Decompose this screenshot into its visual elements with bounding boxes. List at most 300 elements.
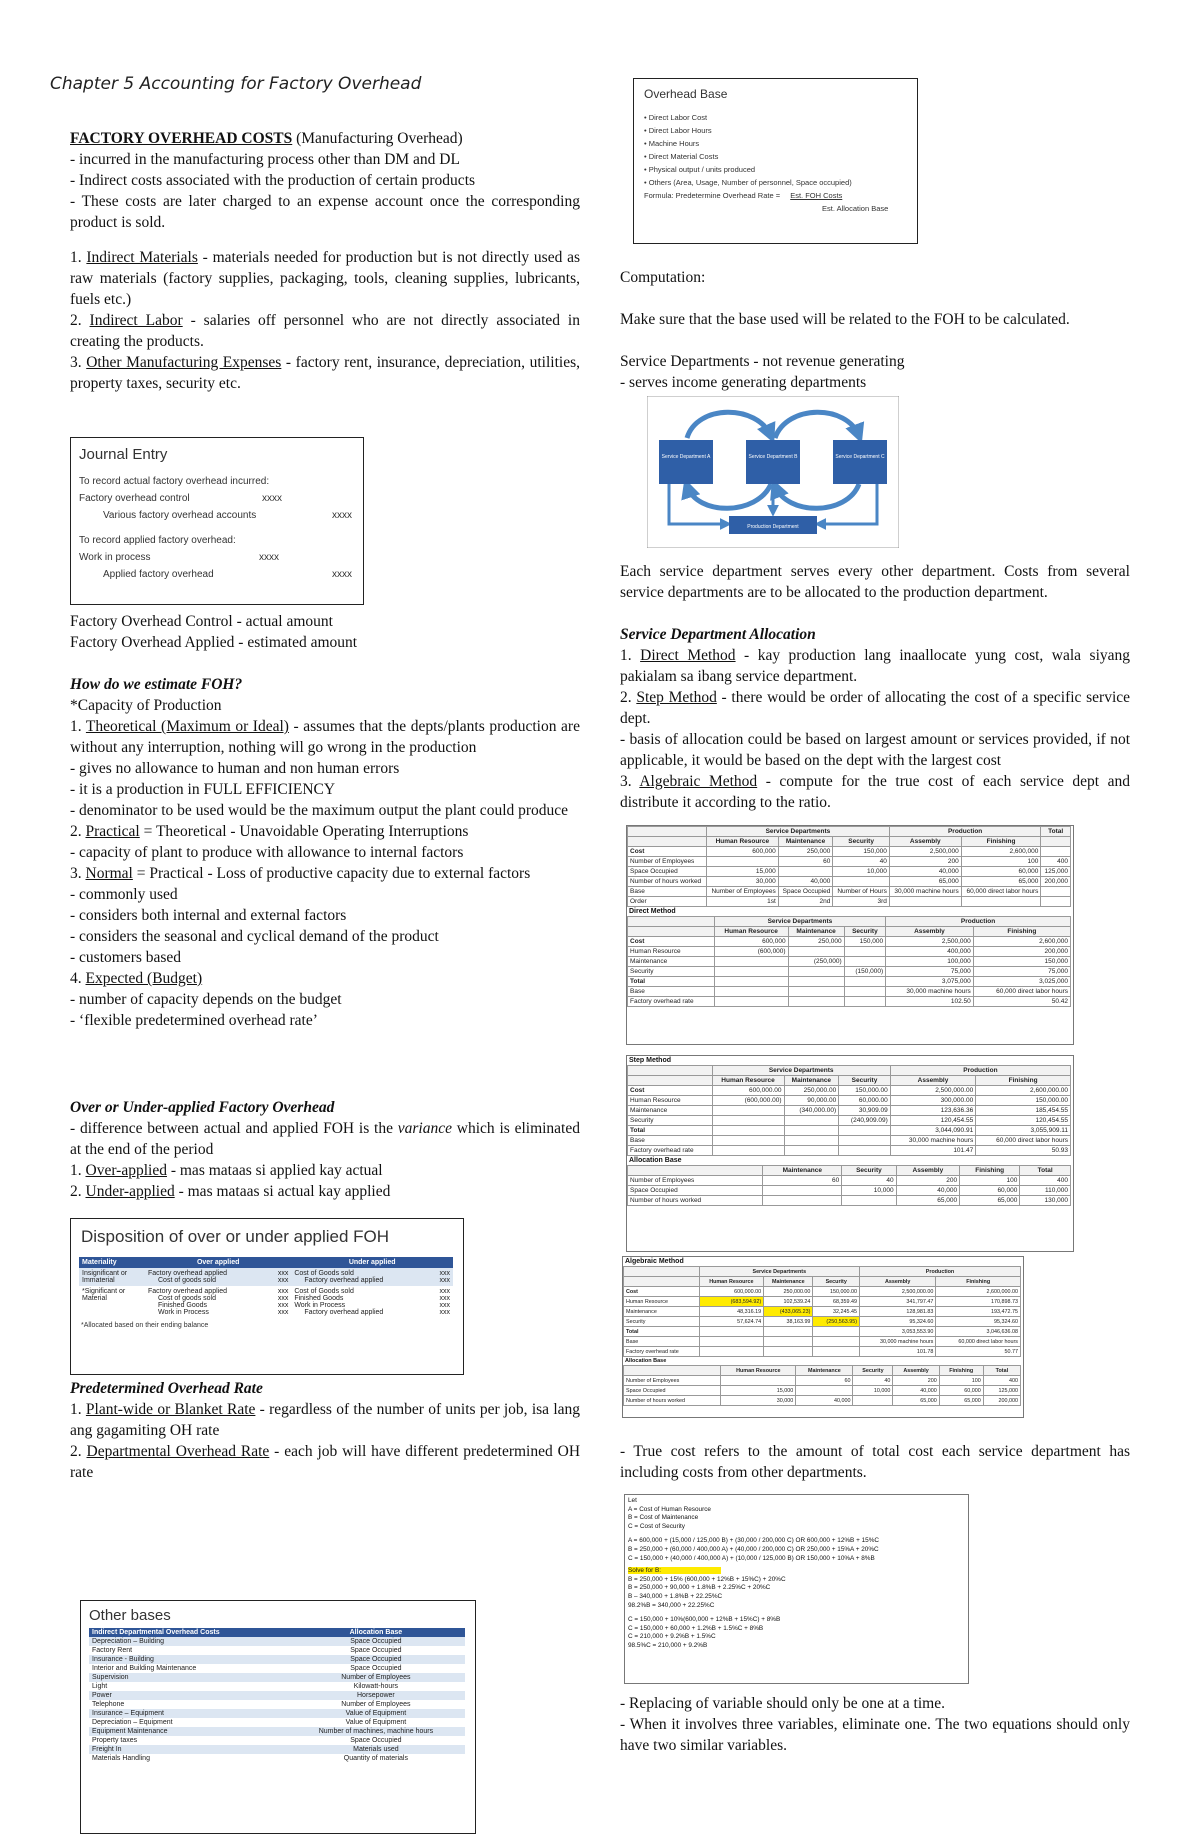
table-cell — [699, 1337, 764, 1347]
allocation-data-table — [627, 826, 1071, 907]
group-header: Service Departments — [714, 917, 885, 927]
spreadsheet-direct-method — [626, 825, 1074, 1045]
equation-line: A = Cost of Human Resource — [628, 1505, 711, 1513]
table-cell: Cost — [628, 937, 715, 947]
table-cell: 60,000.00 — [839, 1096, 891, 1106]
table-cell: 110,000 — [1020, 1186, 1071, 1196]
production-node-label: Production Department — [747, 524, 799, 530]
algebraic-alloc-title: Allocation Base — [625, 1358, 667, 1364]
disposition-footnote: *Allocated based on their ending balance — [81, 1322, 209, 1329]
blank-cell — [624, 1267, 700, 1277]
table-cell: 170,898.73 — [936, 1297, 1021, 1307]
column-header: Assembly — [890, 1076, 975, 1086]
overhead-base-item-label: Direct Material Costs — [648, 152, 719, 161]
table-cell — [714, 967, 788, 977]
table-cell: Base — [624, 1337, 700, 1347]
table-cell: 50.42 — [973, 997, 1070, 1007]
table-row — [624, 1287, 1021, 1297]
table-cell: 40 — [833, 857, 889, 867]
capacity-line: - it is a production in FULL EFFICIENCY — [70, 781, 336, 798]
table-row — [624, 1327, 1021, 1337]
table-cell — [712, 1146, 784, 1156]
table-row — [628, 847, 1071, 857]
table-cell — [844, 977, 885, 987]
capacity-line: - considers both internal and external factors — [70, 907, 347, 924]
table-cell: Human Resource — [628, 1096, 713, 1106]
table-cell: 95,324.60 — [936, 1317, 1021, 1327]
table-cell: 65,000 — [961, 877, 1041, 887]
table-cell — [813, 1327, 860, 1337]
table-cell: 65,000 — [889, 877, 961, 887]
table-row — [89, 1691, 465, 1700]
journal-actual-caption: To record actual factory overhead incurred: — [79, 476, 270, 487]
table-cell: 200,000 — [973, 947, 1070, 957]
table-cell: 3,055,909.11 — [976, 1126, 1071, 1136]
base-cell: Kilowatt-hours — [353, 1683, 399, 1690]
table-cell: 15,000 — [721, 1386, 796, 1396]
table-cell — [784, 1146, 839, 1156]
service-node-a — [659, 440, 713, 484]
table-row — [628, 987, 1071, 997]
table-cell: 60,000 — [961, 867, 1041, 877]
column-header: Maintenance — [778, 837, 833, 847]
table-cell: 3,053,553.90 — [860, 1327, 936, 1337]
header-row — [628, 917, 1071, 927]
table-row — [89, 1709, 465, 1718]
table-cell: Maintenance — [628, 1106, 713, 1116]
table-cell: 150,000 — [973, 957, 1070, 967]
disposition-box — [70, 1218, 464, 1375]
table-cell: 10,000 — [833, 867, 889, 877]
service-department-diagram — [647, 396, 899, 548]
base-cell: Number of Employees — [341, 1674, 411, 1681]
table-cell: (340,000.00) — [784, 1106, 839, 1116]
table-cell: Base — [628, 887, 707, 897]
table-cell: (600,000) — [714, 947, 788, 957]
table-cell: 90,000.00 — [784, 1096, 839, 1106]
column-header: Finishing — [939, 1366, 983, 1376]
table-cell — [839, 1136, 891, 1146]
solve-highlight: Solve for B: — [628, 1567, 721, 1574]
table-row — [624, 1337, 1021, 1347]
table-cell: Security — [624, 1317, 700, 1327]
cost-cell: Materials Handling — [92, 1755, 150, 1762]
service-node-c-label: Service Department C — [835, 454, 885, 460]
table-cell: 3,025,000 — [973, 977, 1070, 987]
journal-credit: Various factory overhead accounts — [103, 510, 257, 521]
total-header: Total — [1041, 827, 1071, 837]
equation-line: A = 600,000 + (15,000 / 125,000 B) + (30,000 / 200,000 C) OR 600,000 + 12%B + 15%C — [628, 1537, 880, 1545]
table-cell: 40,000 — [796, 1396, 853, 1406]
foh-item-1: 1. Indirect Materials - materials needed for production but is not directly used as raw materials (factory supplies, packaging, tools, cleaning supplies, lubricants, fuels etc.) — [70, 249, 580, 308]
table-row — [89, 1745, 465, 1754]
overhead-base-item: • Direct Material Costs — [644, 152, 719, 161]
rate-plantwide: 1. Plant-wide or Blanket Rate - regardless of the number of units per job, isa lang ang gagamiting OH rate — [70, 1401, 581, 1439]
column-header: Maintenance — [784, 1076, 839, 1086]
amount: xxxx — [262, 493, 282, 504]
column-header — [628, 1166, 763, 1176]
table-row — [628, 1116, 1071, 1126]
group-header: Production — [886, 917, 1071, 927]
table-cell — [764, 1347, 813, 1357]
table-cell: 101.78 — [860, 1347, 936, 1357]
column-header: Total — [983, 1366, 1020, 1376]
table-cell: 200 — [893, 1376, 939, 1386]
step-method-table — [627, 1065, 1071, 1156]
table-cell: 60 — [763, 1176, 842, 1186]
allocation-step: 2. Step Method - there would be order of allocating the cost of a specific service dept. — [620, 689, 1131, 727]
overhead-base-item-label: Physical output / units produced — [648, 165, 756, 174]
table-cell: Maintenance — [628, 957, 715, 967]
base-cell: Space Occupied — [350, 1737, 402, 1744]
journal-debit: Work in process — [79, 552, 151, 563]
table-cell: 60,000 — [960, 1186, 1020, 1196]
service-dept-text: Service Departments - not revenue generating — [620, 353, 905, 370]
table-cell — [764, 1327, 813, 1337]
amount: xxxx — [332, 510, 352, 521]
group-header: Production — [860, 1267, 1021, 1277]
table-cell — [784, 1126, 839, 1136]
amount: xxxx — [332, 569, 352, 580]
journal-applied-caption: To record applied factory overhead: — [79, 535, 236, 546]
capacity-line: - considers the seasonal and cyclical demand of the product — [70, 928, 439, 945]
column-header — [628, 837, 707, 847]
group-header: Service Departments — [706, 827, 889, 837]
column-header — [624, 1366, 721, 1376]
table-cell: 48,316.19 — [699, 1307, 764, 1317]
column-header: Maintenance — [796, 1366, 853, 1376]
table-cell: 2,500,000.00 — [860, 1287, 936, 1297]
journal-credit: Applied factory overhead — [103, 569, 214, 580]
table-cell — [714, 987, 788, 997]
closing-section — [620, 1693, 1130, 1756]
variance-intro: - difference between actual and applied FOH is the variance which is eliminated at the end of the period — [70, 1120, 580, 1158]
blank-cell — [628, 1066, 713, 1076]
each-service-section — [620, 561, 1130, 603]
table-cell: 40,000 — [893, 1386, 939, 1396]
table-cell — [784, 1136, 839, 1146]
table-cell — [813, 1347, 860, 1357]
table-cell: Total — [624, 1327, 700, 1337]
column-header: Maintenance — [764, 1277, 813, 1287]
journal-title: Journal Entry — [79, 446, 168, 463]
header-row — [628, 827, 1071, 837]
rate-departmental: 2. Departmental Overhead Rate - each job will have different predetermined OH rate — [70, 1443, 581, 1481]
equation-line: B = 250,000 + 90,000 + 1.8%B + 2.25%C + 20%C — [628, 1584, 771, 1592]
table-cell: 200,000 — [983, 1396, 1020, 1406]
table-cell: Total — [628, 1126, 713, 1136]
table-cell: 30,000 machine hours — [889, 887, 961, 897]
base-cell: Space Occupied — [350, 1665, 402, 1672]
table-cell: 3,075,000 — [886, 977, 974, 987]
table-cell: Space Occupied — [624, 1386, 721, 1396]
table-cell: 100 — [939, 1376, 983, 1386]
overhead-base-item: • Direct Labor Hours — [644, 126, 712, 135]
table-row — [624, 1307, 1021, 1317]
table-cell: (683,594.92) — [699, 1297, 764, 1307]
table-row — [628, 1186, 1071, 1196]
table-cell: Security — [628, 1116, 713, 1126]
table-cell: 10,000 — [842, 1186, 896, 1196]
table-cell: (240,909.09) — [839, 1116, 891, 1126]
equation-line: C = 150,000 + 10%(600,000 + 12%B + 15%C) + 8%B — [628, 1616, 781, 1624]
table-cell — [842, 1196, 896, 1206]
table-cell: 50.77 — [936, 1347, 1021, 1357]
table-cell: (150,000) — [844, 967, 885, 977]
table-cell: Number of Employees — [628, 1176, 763, 1186]
base-cell: Value of Equipment — [345, 1719, 407, 1726]
table-cell — [778, 867, 833, 877]
table-cell — [714, 997, 788, 1007]
table-cell — [721, 1376, 796, 1386]
computation-section — [620, 267, 1130, 393]
table-cell: 3,046,636.08 — [936, 1327, 1021, 1337]
table-cell: 57,624.74 — [699, 1317, 764, 1327]
table-cell: 30,000 machine hours — [860, 1337, 936, 1347]
table-cell: Space Occupied — [778, 887, 833, 897]
header-row — [624, 1277, 1021, 1287]
foh-line: - These costs are later charged to an expense account once the corresponding product is sold. — [70, 193, 580, 231]
column-header: Finishing — [973, 927, 1070, 937]
table-cell: Cost — [624, 1287, 700, 1297]
service-dept-text: - serves income generating departments — [620, 374, 867, 391]
foh-notes — [70, 611, 580, 653]
formula-numerator: Est. FOH Costs — [790, 191, 843, 200]
table-row — [89, 1682, 465, 1691]
table-cell: 65,000 — [960, 1196, 1020, 1206]
header-row — [624, 1366, 1021, 1376]
table-cell: 65,000 — [896, 1196, 959, 1206]
table-cell: 600,000.00 — [699, 1287, 764, 1297]
table-cell: 32,245.45 — [813, 1307, 860, 1317]
estimate-subheading: *Capacity of Production — [70, 697, 222, 714]
table-cell: 75,000 — [973, 967, 1070, 977]
table-row — [628, 857, 1071, 867]
spreadsheet-step-method — [626, 1055, 1074, 1252]
table-cell: 2nd — [778, 897, 833, 907]
header-row — [628, 1076, 1071, 1086]
base-cell: Value of Equipment — [345, 1710, 407, 1717]
table-cell — [839, 1126, 891, 1136]
table-row — [628, 947, 1071, 957]
algebra-let: Let — [628, 1497, 637, 1504]
table-cell: 95,324.60 — [860, 1317, 936, 1327]
table-cell: Number of hours worked — [628, 877, 707, 887]
header-row — [628, 1166, 1071, 1176]
table-row — [628, 997, 1071, 1007]
table-cell — [712, 1106, 784, 1116]
table-cell — [844, 987, 885, 997]
table-cell: 185,454.55 — [976, 1106, 1071, 1116]
blank-cell — [628, 917, 715, 927]
table-cell — [844, 957, 885, 967]
table-cell: 250,000 — [788, 937, 844, 947]
table-cell: 10,000 — [853, 1386, 893, 1396]
table-cell: (250,000) — [788, 957, 844, 967]
journal-entry-box — [70, 437, 364, 605]
table-cell: 38,163.99 — [764, 1317, 813, 1327]
table-cell: 2,500,000 — [889, 847, 961, 857]
table-cell: Base — [628, 1136, 713, 1146]
table-cell — [813, 1337, 860, 1347]
column-header: Maintenance — [763, 1166, 842, 1176]
table-cell: Number of Employees — [628, 857, 707, 867]
direct-method-title: Direct Method — [629, 908, 676, 915]
table-row — [628, 1176, 1071, 1186]
table-row — [628, 887, 1071, 897]
table-cell — [844, 997, 885, 1007]
capacity-line: - commonly used — [70, 886, 178, 903]
rate-heading: Predetermined Overhead Rate — [70, 1380, 263, 1397]
column-header: Security — [833, 837, 889, 847]
table-cell — [889, 897, 961, 907]
table-cell — [833, 877, 889, 887]
service-node-c — [833, 440, 887, 484]
table-cell: 30,909.09 — [839, 1106, 891, 1116]
table-row — [624, 1297, 1021, 1307]
chapter-title: Chapter 5 Accounting for Factory Overhead — [50, 74, 422, 94]
table-cell: 250,000 — [778, 847, 833, 857]
other-bases-table: Indirect Departmental Overhead Costs Allocation Base Depreciation – Building Space Occupied Factory Rent Space Occupied Insurance - Building Space Occupied Interior and Building Maintenance Space Occupied Supervision Number of Employees Light Kilowatt-hours Power Horsepower Telephone Number of Employees Insurance – Equipment Value of Equipment Depreciation – Equipment Value of Equipment Equipment Maintenance Number of machines, machine hours Property taxes Space Occupied Freight In Materials used Materials Handling Quantity of materials — [89, 1628, 465, 1763]
table-cell — [699, 1327, 764, 1337]
column-header — [628, 1076, 713, 1086]
column-header: Assembly — [893, 1366, 939, 1376]
cost-cell: Depreciation – Equipment — [92, 1719, 173, 1726]
table-cell: 40,000 — [896, 1186, 959, 1196]
column-header: Human Resource — [699, 1277, 764, 1287]
allocation-algebraic: 3. Algebraic Method - compute for the true cost of each service dept and distribute it according to the ratio. — [620, 773, 1130, 811]
table-cell: 2,600,000 — [973, 937, 1070, 947]
variance-heading: Over or Under-applied Factory Overhead — [70, 1099, 335, 1116]
group-header: Production — [890, 1066, 1070, 1076]
table-cell: 60,000 direct labor hours — [976, 1136, 1071, 1146]
table-row — [624, 1347, 1021, 1357]
table-cell: 120,454.55 — [890, 1116, 975, 1126]
allocation-section — [620, 624, 1130, 813]
group-header: Service Departments — [712, 1066, 890, 1076]
estimate-section — [70, 674, 580, 1031]
table-cell: Cost — [628, 1086, 713, 1096]
table-cell: 130,000 — [1020, 1196, 1071, 1206]
column-header: Human Resource — [721, 1366, 796, 1376]
table-cell: 600,000 — [706, 847, 778, 857]
equation-line: C = 210,000 + 9.2%B + 1.5%C — [628, 1633, 716, 1641]
column-header: Assembly — [886, 927, 974, 937]
table-row — [89, 1673, 465, 1682]
table-cell: Order — [628, 897, 707, 907]
variance-under: 2. Under-applied - mas mataas si actual kay applied — [70, 1183, 391, 1200]
table-cell: (600,000.00) — [712, 1096, 784, 1106]
table-cell: (250,563.95) — [813, 1317, 860, 1327]
foh-item-2: 2. Indirect Labor - salaries off personnel who are not directly associated in creating the products. — [70, 312, 580, 350]
allocation-direct: 1. Direct Method - kay production lang inaallocate yung cost, wala siyang pakialam sa ibang service department. — [620, 647, 1131, 685]
table-row — [628, 1196, 1071, 1206]
capacity-theoretical: 1. Theoretical (Maximum or Ideal) - assumes that the depts/plants production are without any interruption, nothing will go wrong in the production — [70, 718, 580, 756]
table-cell: 600,000.00 — [712, 1086, 784, 1096]
table-cell: Cost — [628, 847, 707, 857]
table-cell: Number of Employees — [624, 1376, 721, 1386]
capacity-line: - denominator to be used would be the maximum output the plant could produce — [70, 802, 569, 819]
overhead-base-item: • Physical output / units produced — [644, 165, 756, 174]
group-header: Production — [889, 827, 1041, 837]
other-bases-title: Other bases — [89, 1607, 171, 1624]
table-cell — [706, 857, 778, 867]
disposition-table: Materiality Over applied Under applied Insignificant or Immaterial Factory overhead applied xxx Cost of goods sold xxx Cost of Goods sold xxx Factory overhead applied xxx *Significant or Material Factory overhead applied xxx Cost of goods sold xxx Finished Goods xxx Work in Process xxx Cost of Goods sold xxx Finished Goods xxx Work in Process xxx Factory overhead applied xxx — [79, 1257, 453, 1318]
table-row — [628, 1106, 1071, 1116]
foh-line: - incurred in the manufacturing process other than DM and DL — [70, 151, 460, 168]
algebraic-method-table — [623, 1266, 1021, 1357]
table-cell: Security — [628, 967, 715, 977]
make-sure-text: Make sure that the base used will be related to the FOH to be calculated. — [620, 311, 1070, 328]
equation-line: B = 250,000 + (60,000 / 400,000 A) + (40,000 / 200,000 C) OR 250,000 + 15%A + 20%C — [628, 1545, 879, 1553]
table-cell: 2,600,000.00 — [976, 1086, 1071, 1096]
table-row — [89, 1736, 465, 1745]
table-cell: 600,000 — [714, 937, 788, 947]
table-cell: Human Resource — [628, 947, 715, 957]
table-cell: 30,000 machine hours — [890, 1136, 975, 1146]
column-header: Human Resource — [706, 837, 778, 847]
table-cell: 125,000 — [983, 1386, 1020, 1396]
column-header: Security — [853, 1366, 893, 1376]
disposition-title: Disposition of over or under applied FOH — [81, 1227, 390, 1246]
column-header: Assembly — [889, 837, 961, 847]
cost-cell: Telephone — [92, 1701, 125, 1708]
foh-item-3: 3. Other Manufacturing Expenses - factory rent, insurance, depreciation, utilities, property taxes, security etc. — [70, 354, 581, 392]
capacity-line: - capacity of plant to produce with allowance to internal factors — [70, 844, 464, 861]
table-cell: 2,500,000.00 — [890, 1086, 975, 1096]
table-cell — [763, 1196, 842, 1206]
table-row — [624, 1386, 1021, 1396]
table-cell: 100,000 — [886, 957, 974, 967]
table-cell: 300,000.00 — [890, 1096, 975, 1106]
table-row — [89, 1646, 465, 1655]
service-node-b — [746, 440, 800, 484]
foh-section — [70, 128, 580, 394]
true-cost-section — [620, 1441, 1130, 1483]
table-cell: 68,359.49 — [813, 1297, 860, 1307]
column-header — [628, 927, 715, 937]
table-cell — [788, 967, 844, 977]
table-cell: Factory overhead rate — [628, 1146, 713, 1156]
table-cell — [853, 1396, 893, 1406]
foh-line: - Indirect costs associated with the production of certain products — [70, 172, 476, 189]
equation-line: B = 250,000 + 15% (600,000 + 12%B + 15%C) + 20%C — [628, 1575, 786, 1583]
table-cell: Number of hours worked — [628, 1196, 763, 1206]
note-line: Factory Overhead Control - actual amount — [70, 613, 333, 630]
table-cell: 193,472.75 — [936, 1307, 1021, 1317]
capacity-expected: 4. Expected (Budget) — [70, 970, 203, 987]
table-row — [89, 1754, 465, 1763]
table-cell: 60,000 direct labor hours — [973, 987, 1070, 997]
overhead-base-item: • Others (Area, Usage, Number of personnel, Space occupied) — [644, 178, 852, 187]
table-cell: 60,000 direct labor hours — [936, 1337, 1021, 1347]
table-row — [628, 877, 1071, 887]
table-cell — [763, 1186, 842, 1196]
table-cell: (433,065.23) — [764, 1307, 813, 1317]
table-cell: 65,000 — [893, 1396, 939, 1406]
table-cell: 50.93 — [976, 1146, 1071, 1156]
table-cell: Base — [628, 987, 715, 997]
table-cell — [788, 947, 844, 957]
table-cell: 120,454.55 — [976, 1116, 1071, 1126]
table-cell: 15,000 — [706, 867, 778, 877]
formula-label: Formula: Predetermine Overhead Rate = — [644, 191, 781, 200]
table-cell: 150,000 — [833, 847, 889, 857]
table-cell: Factory overhead rate — [628, 997, 715, 1007]
base-cell: Space Occupied — [350, 1656, 402, 1663]
direct-method-table — [627, 916, 1071, 1007]
computation-label: Computation: — [620, 269, 706, 286]
